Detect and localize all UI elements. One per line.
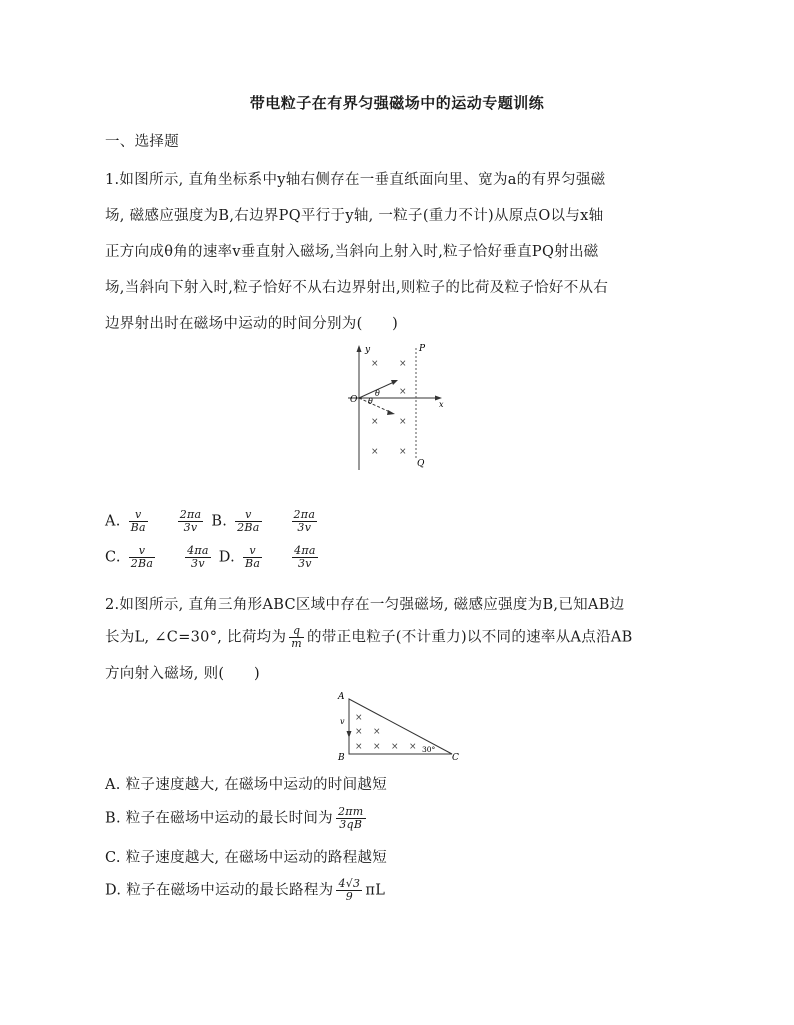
field-cross-icon: ×	[399, 417, 407, 427]
q1-line-3: 正方向成θ角的速率v垂直射入磁场,当斜向上射入时,粒子恰好垂直PQ射出磁	[105, 244, 599, 260]
field-cross-icon: ×	[399, 447, 407, 457]
q1-figure	[318, 340, 448, 475]
q2-line-3: 方向射入磁场, 则( )	[105, 666, 260, 682]
option-a-fraction-2: $\frac{2\pi a}{3v}$	[179, 508, 202, 534]
field-cross-icon: ×	[355, 742, 363, 752]
velocity-up-arrow-icon	[391, 380, 398, 385]
q2-option-d-tail: πL	[365, 882, 386, 899]
field-cross-icon: ×	[371, 447, 379, 457]
label-o: O	[350, 395, 358, 405]
q2-option-b-text: B. 粒子在磁场中运动的最长时间为	[105, 810, 333, 827]
field-cross-icon: ×	[399, 387, 407, 397]
y-axis-arrow-icon	[357, 345, 362, 352]
charge-mass-ratio: $\frac{q}{m}$	[291, 624, 302, 650]
q2-option-c: C. 粒子速度越大, 在磁场中运动的路程越短	[105, 850, 388, 866]
q1-options-row-2	[105, 545, 321, 570]
label-theta-down: θ	[368, 397, 373, 406]
option-d-fraction-2: $\frac{4\pi a}{3v}$	[294, 544, 316, 570]
option-d-label: D.	[218, 549, 236, 566]
option-a-fraction-1: $\frac{v}{Ba}$	[130, 508, 146, 534]
velocity-down-arrow-icon	[387, 410, 395, 415]
label-x: x	[439, 400, 444, 409]
q1-line-4: 场,当斜向下射入时,粒子恰好不从右边界射出,则粒子的比荷及粒子恰好不从右	[105, 280, 609, 296]
label-a: A	[338, 692, 345, 702]
option-c-label: C.	[105, 549, 121, 566]
label-c: C	[452, 753, 459, 763]
field-cross-icon: ×	[355, 727, 363, 737]
q2-option-d-fraction: $\frac{4√3}{9}$	[338, 877, 361, 903]
label-b: B	[338, 753, 345, 763]
label-theta-up: θ	[375, 389, 380, 398]
label-angle: 30°	[422, 745, 436, 754]
q2-line-1: 2.如图所示, 直角三角形ABC区域中存在一匀强磁场, 磁感应强度为B,已知AB边	[105, 597, 625, 613]
q2-line-2-tail: 的带正电粒子(不计重力)以不同的速率从A点沿AB	[307, 629, 633, 646]
q2-option-a: A. 粒子速度越大, 在磁场中运动的时间越短	[105, 777, 388, 793]
field-cross-icon: ×	[391, 742, 399, 752]
label-y: y	[365, 345, 371, 355]
option-b-label: B.	[211, 513, 228, 530]
field-cross-icon: ×	[409, 742, 417, 752]
q2-option-d-text: D. 粒子在磁场中运动的最长路程为	[105, 882, 334, 899]
q1-line-2: 场, 磁感应强度为B,右边界PQ平行于y轴, 一粒子(重力不计)从原点O以与x轴	[105, 208, 604, 224]
q1-options-row-1	[105, 509, 320, 534]
option-b-fraction-2: $\frac{2\pi a}{3v}$	[293, 508, 316, 534]
label-v: v	[340, 717, 345, 726]
q1-line-5: 边界射出时在磁场中运动的时间分别为( )	[105, 316, 399, 332]
option-a-label: A.	[105, 513, 121, 530]
label-q: Q	[417, 459, 425, 469]
field-cross-icon: ×	[373, 727, 381, 737]
q2-option-d	[105, 878, 385, 903]
option-c-fraction-2: $\frac{4\pi a}{3v}$	[187, 544, 209, 570]
page-title: 带电粒子在有界匀强磁场中的运动专题训练	[249, 94, 545, 112]
section-heading: 一、选择题	[105, 134, 179, 150]
option-b-fraction-1: $\frac{v}{2Ba}$	[237, 508, 260, 534]
field-cross-icon: ×	[371, 359, 379, 369]
field-cross-icon: ×	[373, 742, 381, 752]
velocity-arrow-icon	[347, 731, 352, 738]
option-d-fraction-1: $\frac{v}{Ba}$	[244, 544, 261, 570]
option-c-fraction-1: $\frac{v}{2Ba}$	[130, 544, 154, 570]
q2-option-b-fraction: $\frac{2\pi m}{3qB}$	[337, 805, 364, 831]
triangle-abc	[349, 699, 452, 754]
label-p: P	[419, 344, 426, 354]
velocity-down-line	[359, 398, 390, 412]
q2-figure	[330, 690, 465, 765]
q2-option-b	[105, 806, 369, 831]
q2-line-2-text: 长为L, ∠C=30°, 比荷均为	[105, 629, 287, 646]
q2-line-2	[105, 625, 633, 650]
field-cross-icon: ×	[355, 713, 363, 723]
field-cross-icon: ×	[399, 359, 407, 369]
field-cross-icon: ×	[371, 417, 379, 427]
q1-line-1: 1.如图所示, 直角坐标系中y轴右侧存在一垂直纸面向里、宽为a的有界匀强磁	[105, 172, 606, 188]
